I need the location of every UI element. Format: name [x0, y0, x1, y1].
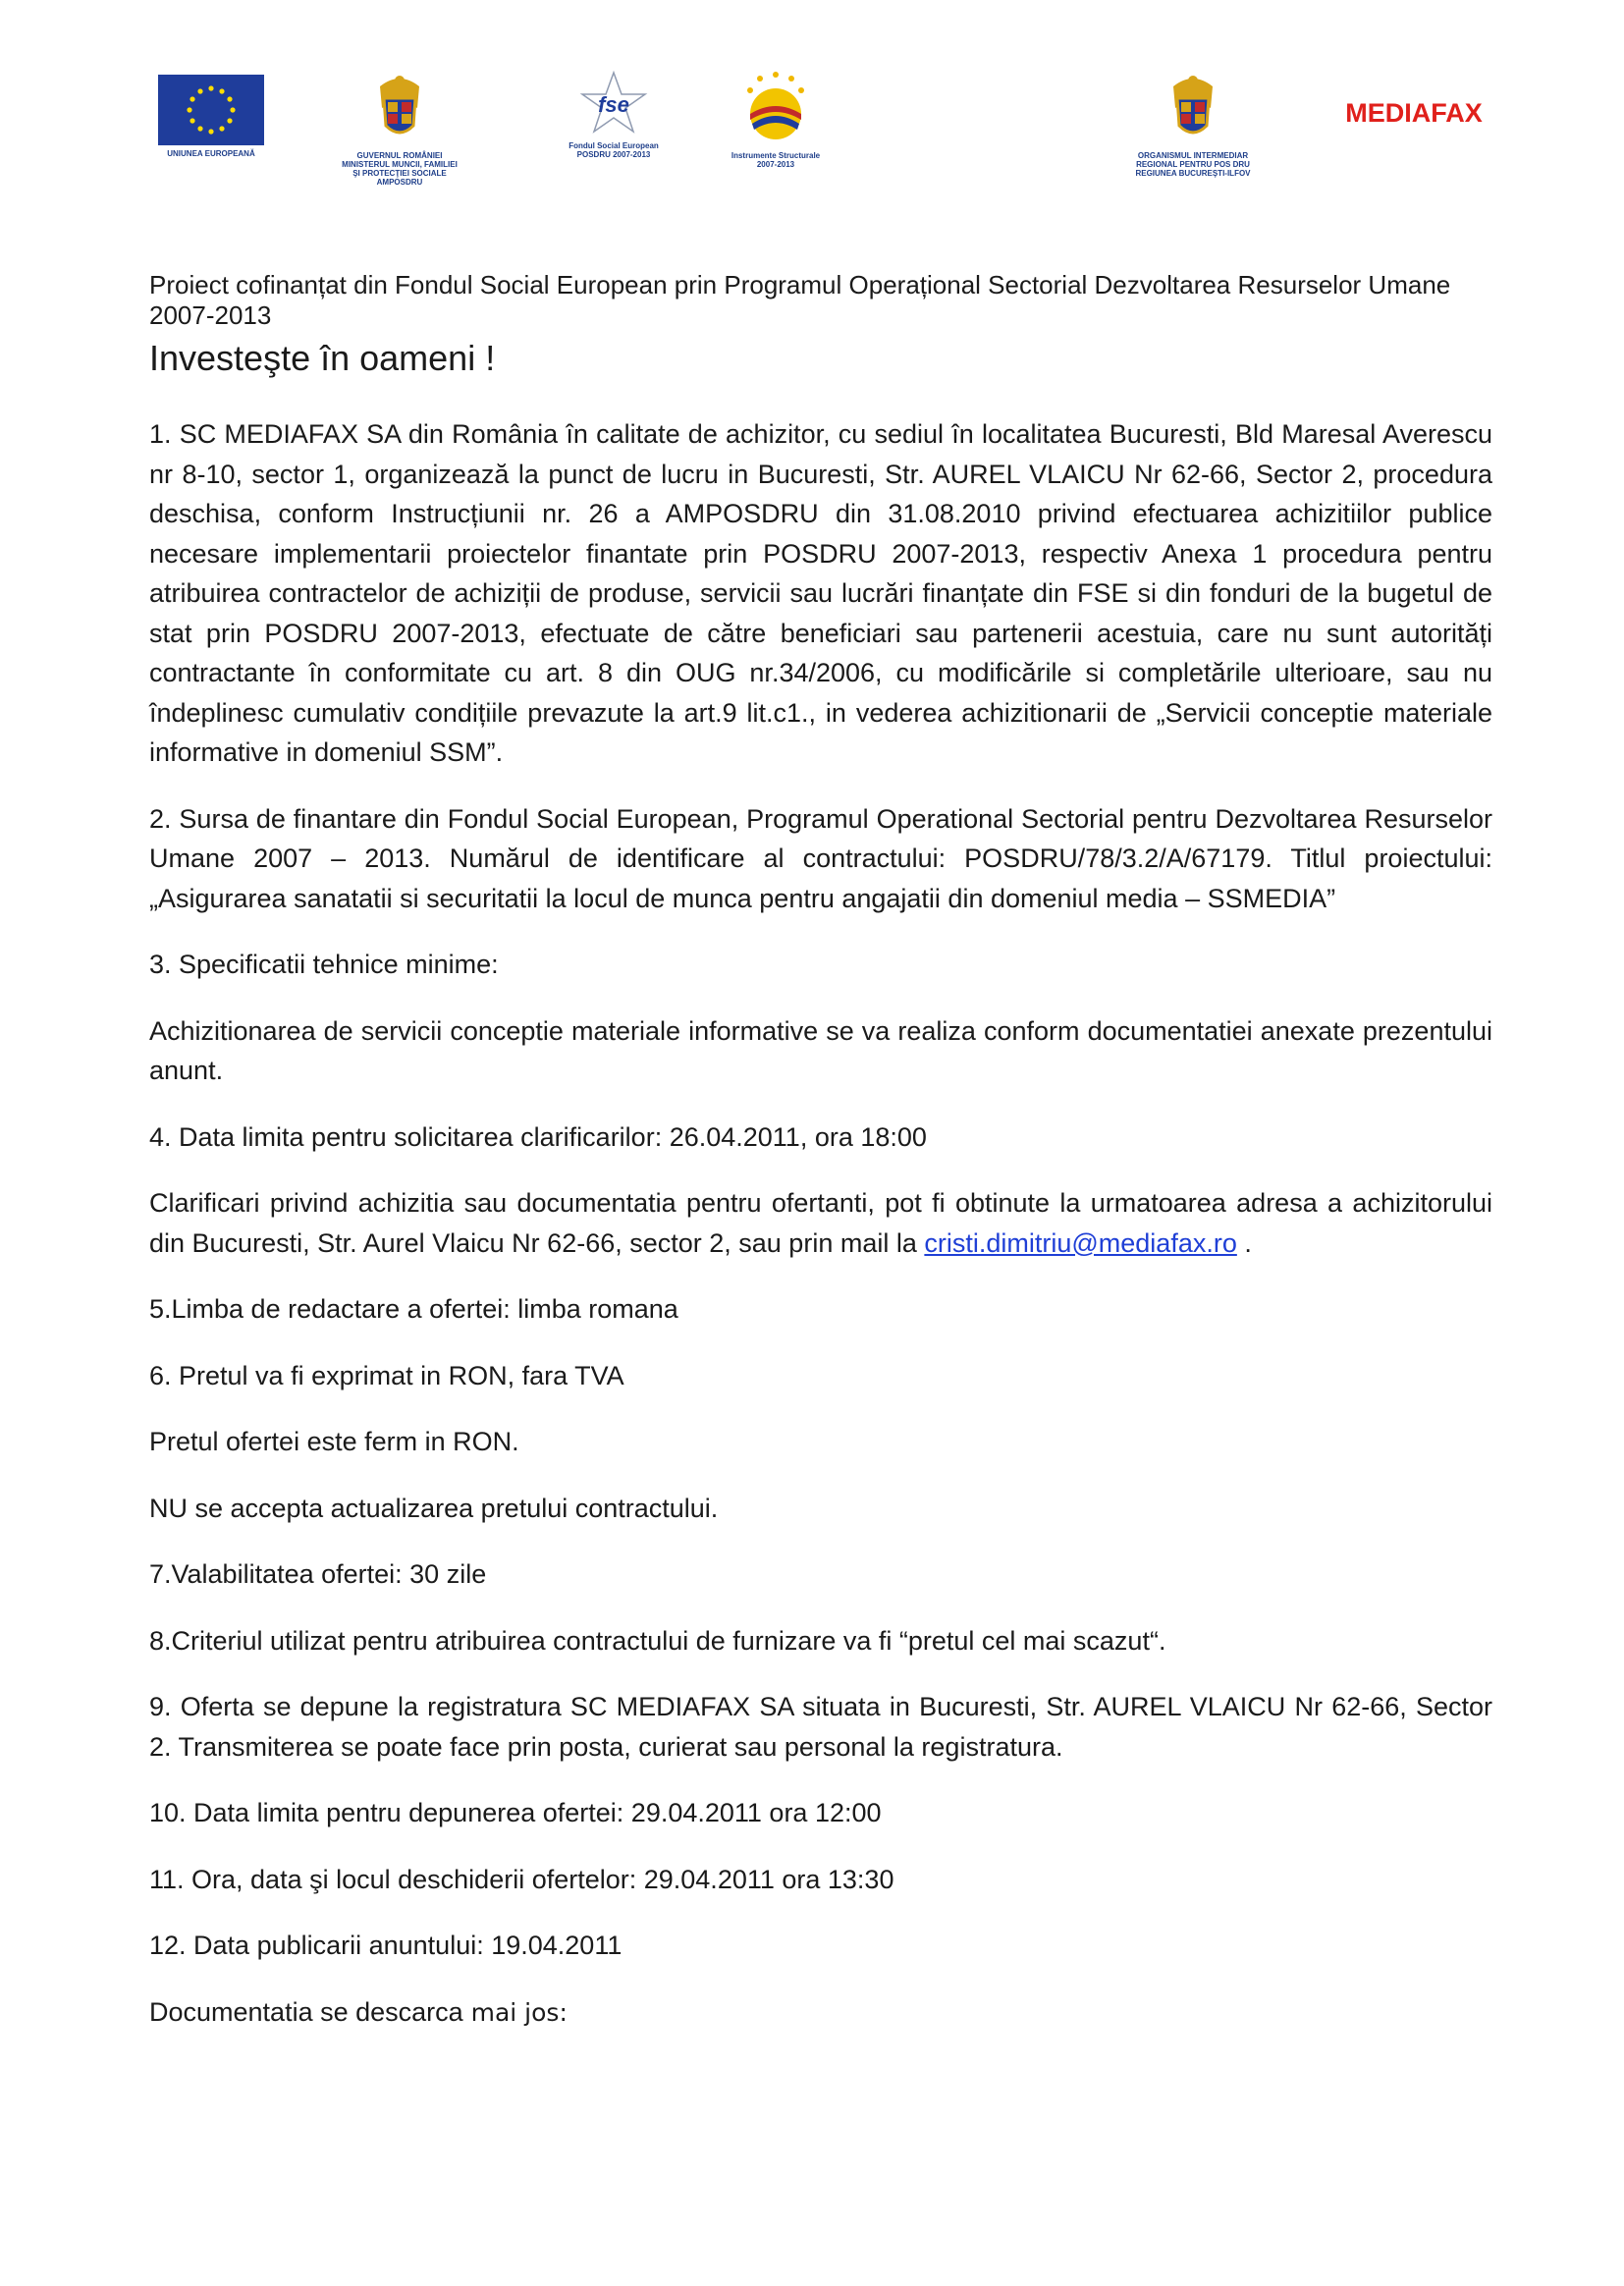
download-text: Documentatia se descarca — [149, 1996, 463, 2027]
paragraph-3: 3. Specificatii tehnice minime: — [149, 950, 499, 979]
cofinancing-statement: Proiect cofinanțat din Fondul Social European prin Programul Operațional Sectorial Dezvoltarea Resurselor Umane 2007-2013 — [149, 270, 1451, 330]
structural-instruments-caption: Instrumente Structurale 2007-2013 — [731, 151, 821, 169]
paragraph-7: 7.Valabilitatea ofertei: 30 zile — [149, 1559, 487, 1589]
eu-flag-icon — [158, 75, 264, 145]
clarifications-end: . — [1244, 1227, 1252, 1258]
contact-email-link[interactable]: cristi.dimitriu@mediafax.ro — [924, 1227, 1237, 1258]
paragraph-6-no-update: NU se accepta actualizarea pretului contractului. — [149, 1493, 719, 1523]
fse-star-icon — [574, 69, 653, 137]
paragraph-10: 10. Data limita pentru depunerea ofertei: 29.04.2011 ora 12:00 — [149, 1798, 882, 1827]
paragraph-1: 1. SC MEDIAFAX SA din România în calitate de achizitor, cu sediul în localitatea Bucuresti, Bld Maresal Averescu nr 8-10, sector 1, organizează la punct de lucru in Bucuresti, Str. AUREL VLAICU Nr 62-66, Sector 2, procedura deschisa, conform Instrucțiunii nr. 26 a AMPOSDRU din 31.08.2010 privind efectuarea achizitiilor publice necesare implementarii proiectelor finantate prin POSDRU 2007-2013, respectiv Anexa 1 procedura pentru atribuirea contractelor de achiziții de produse, servicii sau lucrări finanțate din FSE si din fonduri de la bugetul de stat prin POSDRU 2007-2013, efectuate de către beneficiari sau partenerii acestuia, care nu sunt autorități contractante în conformitate cu art. 8 din OUG nr.34/2006, cu modificările si completările ulterioare, sau nu îndeplinesc cumulativ condițiile prevazute la art.9 lit.c1., in vederea achizitionarii de „Servicii conceptie materiale informative in domeniul SSM”. — [149, 419, 1492, 767]
paragraph-6: 6. Pretul va fi exprimat in RON, fara TVA — [149, 1360, 624, 1390]
eu-logo — [147, 69, 275, 158]
download-text-end: mai jos: — [462, 1997, 568, 2027]
fse-logo — [550, 69, 677, 159]
paragraph-3-details: Achizitionarea de servicii conceptie materiale informative se va realiza conform documentatiei anexate prezentului anunt. — [149, 1015, 1492, 1085]
fse-caption: Fondul Social European POSDRU 2007-2013 — [568, 141, 659, 159]
announcement-body — [149, 414, 1492, 2059]
paragraph-11: 11. Ora, data şi locul deschiderii ofertelor: 29.04.2011 ora 13:30 — [149, 1864, 894, 1894]
paragraph-13 — [149, 1992, 1492, 2034]
romania-coat-of-arms-icon — [1164, 69, 1222, 147]
eu-stars-icon — [158, 75, 264, 145]
structural-instruments-icon — [736, 69, 815, 147]
intermediate-body-caption: ORGANISMUL INTERMEDIAR REGIONAL PENTRU POS DRU REGIUNEA BUCUREŞTI-ILFOV — [1135, 151, 1251, 178]
government-caption: GUVERNUL ROMÂNIEI MINISTERUL MUNCII, FAMILIEI ŞI PROTECŢIEI SOCIALE AMPOSDRU — [342, 151, 458, 187]
paragraph-8: 8.Criteriul utilizat pentru atribuirea contractului de furnizare va fi “pretul cel mai scazut“. — [149, 1625, 1166, 1656]
romania-coat-of-arms-icon — [370, 69, 429, 147]
slogan: Investeşte în oameni ! — [149, 338, 496, 378]
mediafax-logo — [1335, 98, 1492, 129]
government-logo — [316, 69, 483, 187]
fse-mark: fse — [598, 92, 629, 117]
structural-instruments-logo — [707, 69, 844, 169]
paragraph-9: 9. Oferta se depune la registratura SC MEDIAFAX SA situata in Bucuresti, Str. AUREL VLAICU Nr 62-66, Sector 2. Transmiterea se poate face prin posta, curierat sau personal la registratura. — [149, 1692, 1492, 1762]
paragraph-5: 5.Limba de redactare a ofertei: limba romana — [149, 1294, 678, 1324]
paragraph-4-clarifications — [149, 1183, 1492, 1263]
paragraph-12: 12. Data publicarii anuntului: 19.04.2011 — [149, 1931, 623, 1960]
clarifications-text: Clarificari privind achizitia sau documentatia pentru ofertanti, pot fi obtinute la urmatoarea adresa a achizitorului din Bucuresti, Str. Aurel Vlaicu Nr 62-66, sector 2, sau prin mail la — [149, 1188, 1492, 1258]
logo-strip — [137, 69, 1512, 216]
intermediate-body-logo — [1110, 69, 1276, 178]
paragraph-2: 2. Sursa de finantare din Fondul Social European, Programul Operational Sectorial pentru Dezvoltarea Resurselor Umane 2007 – 2013. Numărul de identificare al contractului: POSDRU/78/3.2/A/67179. Titlul proiectului: „Asigurarea sanatatii si securitatii la locul de munca pentru angajatii din domeniul media – SSMEDIA” — [149, 803, 1492, 913]
mediafax-wordmark: MEDIAFAX — [1345, 98, 1483, 128]
eu-caption: UNIUNEA EUROPEANĂ — [167, 149, 255, 158]
paragraph-6-firm-price: Pretul ofertei este ferm in RON. — [149, 1427, 519, 1456]
paragraph-4: 4. Data limita pentru solicitarea clarificarilor: 26.04.2011, ora 18:00 — [149, 1121, 927, 1152]
